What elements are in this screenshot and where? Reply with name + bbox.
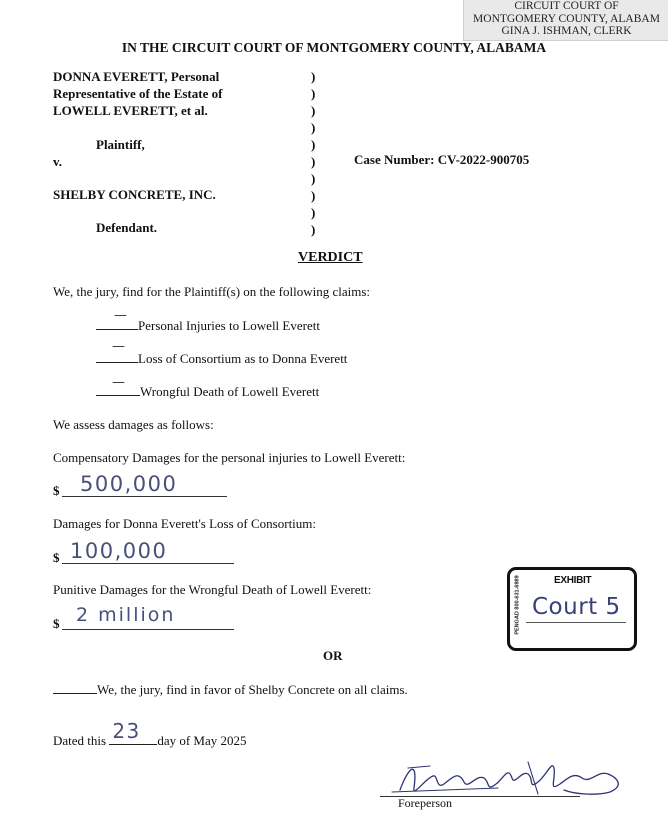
- stamp-line-2: MONTGOMERY COUNTY, ALABAM: [473, 12, 660, 25]
- consortium-damages-label: Damages for Donna Everett's Loss of Consortium:: [53, 516, 317, 531]
- paren: ): [311, 86, 316, 101]
- day-value: 23: [112, 719, 141, 743]
- paren: ): [311, 103, 316, 118]
- paren: ): [311, 171, 316, 186]
- paren: ): [311, 188, 316, 203]
- or-separator: OR: [323, 648, 343, 663]
- defendant-name: SHELBY CONCRETE, INC.: [53, 187, 216, 202]
- plaintiff-name-line-2: Representative of the Estate of: [53, 86, 223, 101]
- defense-blank[interactable]: [53, 681, 97, 694]
- exhibit-number: Court 5: [532, 594, 621, 620]
- paren: ): [311, 154, 316, 169]
- plaintiff-name-line-3: LOWELL EVERETT, et al.: [53, 103, 208, 118]
- caption-parentheses: [311, 68, 315, 238]
- verdict-heading: VERDICT: [298, 250, 363, 265]
- stamp-line-1: CIRCUIT COURT OF: [514, 0, 619, 12]
- dated-suffix: day of May 2025: [157, 733, 247, 748]
- punitive-amount-line[interactable]: [62, 629, 234, 630]
- dated-line: [53, 719, 247, 749]
- consortium-amount-line[interactable]: [62, 563, 234, 564]
- consortium-amount: 100,000: [70, 539, 168, 563]
- check-mark: —: [112, 339, 125, 354]
- claim-personal-injuries: [96, 308, 320, 334]
- claim-label: Personal Injuries to Lowell Everett: [138, 318, 320, 333]
- claim-blank[interactable]: [96, 375, 140, 396]
- foreperson-label: Foreperson: [398, 796, 452, 810]
- exhibit-line: [526, 622, 626, 623]
- exhibit-label: EXHIBIT: [554, 575, 592, 586]
- claim-loss-of-consortium: [96, 339, 348, 367]
- claim-blank[interactable]: [96, 308, 138, 330]
- check-mark: —: [112, 375, 125, 390]
- defense-finding-text: We, the jury, find in favor of Shelby Concrete on all claims.: [97, 682, 408, 697]
- compensatory-amount: 500,000: [80, 472, 178, 496]
- paren: ): [311, 137, 316, 152]
- claim-wrongful-death: [96, 375, 320, 400]
- exhibit-sticker: [507, 567, 637, 651]
- plaintiff-role: Plaintiff,: [96, 137, 145, 152]
- case-number: Case Number: CV-2022-900705: [354, 152, 530, 167]
- check-mark: —: [114, 308, 127, 323]
- punitive-damages-label: Punitive Damages for the Wrongful Death of Lowell Everett:: [53, 582, 372, 597]
- plaintiff-name-line-1: DONNA EVERETT, Personal: [53, 69, 220, 84]
- punitive-amount: 2 million: [76, 604, 176, 626]
- paren: ): [311, 120, 316, 135]
- compensatory-damages-label: Compensatory Damages for the personal injuries to Lowell Everett:: [53, 450, 406, 465]
- claim-label: Wrongful Death of Lowell Everett: [140, 384, 320, 399]
- versus: v.: [53, 154, 63, 169]
- currency-symbol: $: [53, 550, 60, 565]
- currency-symbol: $: [53, 616, 60, 631]
- defendant-role: Defendant.: [96, 220, 158, 235]
- stamp-line-3: GINA J. ISHMAN, CLERK: [501, 25, 632, 37]
- clerk-filing-stamp: [463, 0, 668, 41]
- currency-symbol: $: [53, 483, 60, 498]
- day-blank[interactable]: [109, 719, 157, 745]
- paren: ): [311, 222, 316, 237]
- compensatory-amount-line[interactable]: [62, 496, 227, 497]
- court-title: IN THE CIRCUIT COURT OF MONTGOMERY COUNTY, ALABAMA: [121, 40, 547, 55]
- claim-label: Loss of Consortium as to Donna Everett: [138, 351, 348, 366]
- dated-prefix: Dated this: [53, 733, 107, 748]
- damages-intro: We assess damages as follows:: [53, 417, 214, 432]
- exhibit-vendor-text: PENGAD 800-631-6989: [514, 575, 521, 635]
- claim-blank[interactable]: [96, 339, 138, 363]
- paren: ): [311, 69, 316, 84]
- defense-finding: [53, 681, 408, 698]
- jury-finding-text: We, the jury, find for the Plaintiff(s) on the following claims:: [53, 284, 371, 299]
- paren: ): [311, 205, 316, 220]
